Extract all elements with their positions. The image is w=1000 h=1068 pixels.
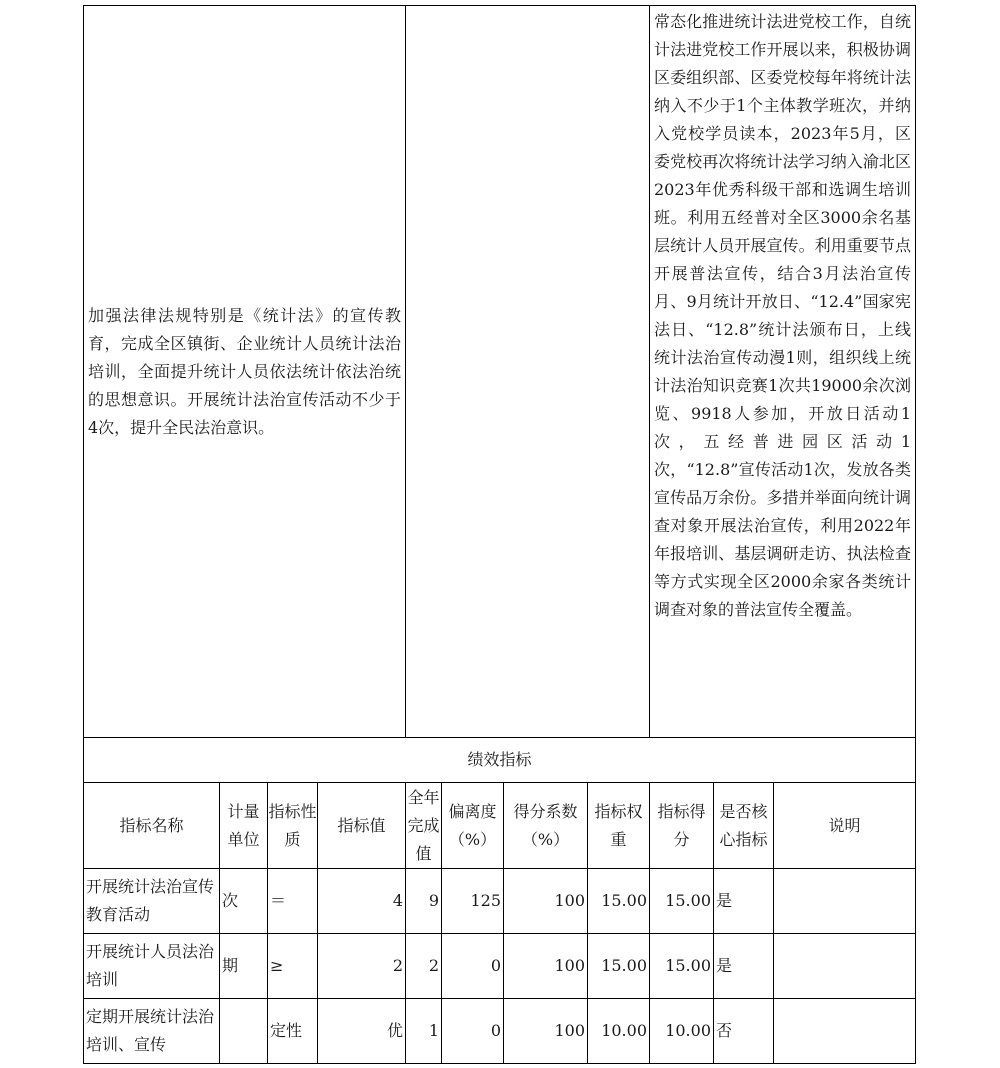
- score-cell: 15.00: [650, 934, 714, 999]
- target-cell: 4: [318, 869, 406, 934]
- header-row: [84, 783, 916, 869]
- header-cell: 指标得分: [650, 783, 714, 869]
- score-cell: 10.00: [650, 999, 714, 1064]
- weight-cell: 15.00: [588, 869, 650, 934]
- header-cell: 指标值: [318, 783, 406, 869]
- result-cell: [650, 6, 916, 738]
- nature-cell: 定性: [268, 999, 318, 1064]
- goal-row: [84, 6, 916, 738]
- nature-cell: ＝: [268, 869, 318, 934]
- weight-cell: 10.00: [588, 999, 650, 1064]
- deviation-cell: 0: [442, 999, 504, 1064]
- core-cell: 是: [714, 869, 774, 934]
- table-row: [84, 869, 916, 934]
- deviation-cell: 125: [442, 869, 504, 934]
- header-cell: 偏离度（%）: [442, 783, 504, 869]
- indicator-name: 开展统计人员法治培训: [84, 934, 220, 999]
- score-cell: 15.00: [650, 869, 714, 934]
- header-cell: 指标性质: [268, 783, 318, 869]
- goal-cell: [84, 6, 406, 738]
- weight-cell: 15.00: [588, 934, 650, 999]
- table-row: [84, 934, 916, 999]
- result-text: 常态化推进统计法进党校工作，自统计法进党校工作开展以来，积极协调区委组织部、区委党校每年将统计法纳入不少于1个主体教学班次，并纳入党校学员读本，2023年5月，区委党校再次将统计法学习纳入渝北区2023年优秀科级干部和选调生培训班。利用五经普对全区3000余名基层统计人员开展宣传。利用重要节点开展普法宣传，结合3月法治宣传月、9月统计开放日、“12.4”国家宪法日、“12.8”统计法颁布日，上线统计法治宣传动漫1则，组织线上统计法治知识竞赛1次共19000余次浏览、9918人参加，开放日活动1次，五经普进园区活动1次，“12.8”宣传活动1次，发放各类宣传品万余份。多措并举面向统计调查对象开展法治宣传，利用2022年年报培训、基层调研走访、执法检查等方式实现全区2000余家各类统计调查对象的普法宣传全覆盖。: [654, 12, 912, 619]
- coef-cell: 100: [504, 869, 588, 934]
- header-cell: 计量单位: [220, 783, 268, 869]
- nature-cell: ≥: [268, 934, 318, 999]
- indicator-name: 开展统计法治宣传教育活动: [84, 869, 220, 934]
- section-title-row: [84, 738, 916, 783]
- table-row: [84, 999, 916, 1064]
- core-cell: 是: [714, 934, 774, 999]
- unit-cell: 期: [220, 934, 268, 999]
- coef-cell: 100: [504, 999, 588, 1064]
- actual-cell: 9: [406, 869, 442, 934]
- header-cell: 得分系数（%）: [504, 783, 588, 869]
- actual-cell: 2: [406, 934, 442, 999]
- deviation-cell: 0: [442, 934, 504, 999]
- unit-cell: 次: [220, 869, 268, 934]
- goal-text: 加强法律法规特别是《统计法》的宣传教育，完成全区镇街、企业统计人员统计法治培训，全面提升统计人员依法统计依法治统的思想意识。开展统计法治宣传活动不少于4次，提升全民法治意识。: [88, 305, 401, 437]
- header-cell: 指标名称: [84, 783, 220, 869]
- middle-cell: [406, 6, 650, 738]
- performance-table: [83, 5, 916, 1064]
- header-cell: 是否核心指标: [714, 783, 774, 869]
- header-cell: 指标权重: [588, 783, 650, 869]
- note-cell: [774, 999, 916, 1064]
- note-cell: [774, 934, 916, 999]
- indicator-name: 定期开展统计法治培训、宣传: [84, 999, 220, 1064]
- target-cell: 2: [318, 934, 406, 999]
- section-title: 绩效指标: [84, 738, 916, 783]
- header-cell: 说明: [774, 783, 916, 869]
- note-cell: [774, 869, 916, 934]
- coef-cell: 100: [504, 934, 588, 999]
- unit-cell: [220, 999, 268, 1064]
- header-cell: 全年完成值: [406, 783, 442, 869]
- core-cell: 否: [714, 999, 774, 1064]
- actual-cell: 1: [406, 999, 442, 1064]
- target-cell: 优: [318, 999, 406, 1064]
